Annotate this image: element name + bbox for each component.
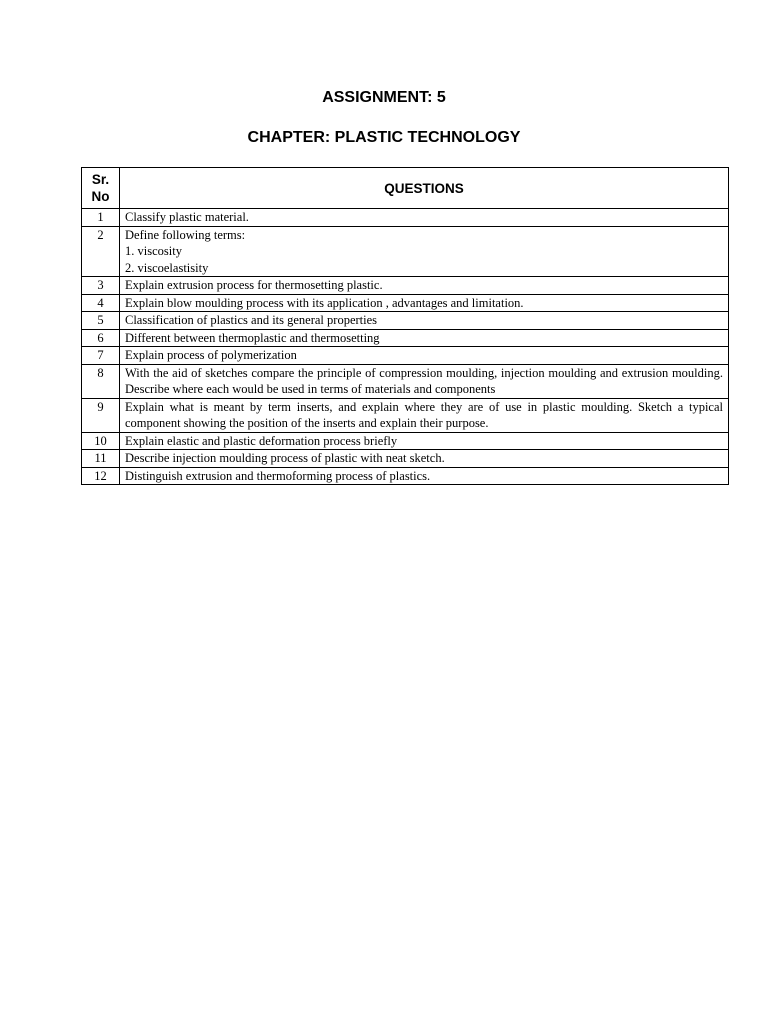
row-question: Explain process of polymerization [120,347,729,365]
row-sr-no: 12 [82,467,120,485]
table-row [82,432,729,450]
table-row [82,277,729,295]
row-question: Explain blow moulding process with its application , advantages and limitation. [120,294,729,312]
row-question: Classification of plastics and its general properties [120,312,729,330]
row-sr-no: 5 [82,312,120,330]
row-question [120,226,729,277]
table-row [82,347,729,365]
row-question: Different between thermoplastic and thermosetting [120,329,729,347]
questions-table [81,167,729,485]
row-question: Describe injection moulding process of plastic with neat sketch. [120,450,729,468]
table-row [82,226,729,277]
row-sr-no: 6 [82,329,120,347]
row-sr-no: 11 [82,450,120,468]
row-question: Explain elastic and plastic deformation process briefly [120,432,729,450]
chapter-title: CHAPTER: PLASTIC TECHNOLOGY [247,129,521,146]
table-header-row [82,168,729,209]
row-sr-no: 2 [82,226,120,277]
sr-header-line1: Sr. [91,172,110,187]
table-row [82,294,729,312]
table-row [82,329,729,347]
table-row [82,467,729,485]
row-sr-no: 10 [82,432,120,450]
sr-header-line2: No [91,189,110,204]
row-sr-no: 8 [82,364,120,398]
row-question: Explain what is meant by term inserts, and explain where they are of use in plastic moulding. Sketch a typical component showing the position of the inserts and explain their purpose. [120,398,729,432]
row-question: Explain extrusion process for thermosetting plastic. [120,277,729,295]
row-sr-no: 1 [82,209,120,227]
assignment-title: ASSIGNMENT: 5 [322,89,446,106]
row-question: Classify plastic material. [120,209,729,227]
row-sub-item: 2. viscoelastisity [125,260,209,275]
row-sub-item: 1. viscosity [125,244,182,258]
row-sr-no: 4 [82,294,120,312]
row-question: Distinguish extrusion and thermoforming process of plastics. [120,467,729,485]
row-sr-no: 9 [82,398,120,432]
sr-no-header [82,168,120,209]
row-question-text: Define following terms: [125,227,246,242]
row-sr-no: 3 [82,277,120,295]
table-row [82,364,729,398]
row-question: With the aid of sketches compare the principle of compression moulding, injection moulding and extrusion moulding. Describe where each would be used in terms of materials and components [120,364,729,398]
row-sr-no: 7 [82,347,120,365]
table-row [82,398,729,432]
questions-header: QUESTIONS [120,168,729,209]
table-row [82,450,729,468]
table-row [82,209,729,227]
table-row [82,312,729,330]
